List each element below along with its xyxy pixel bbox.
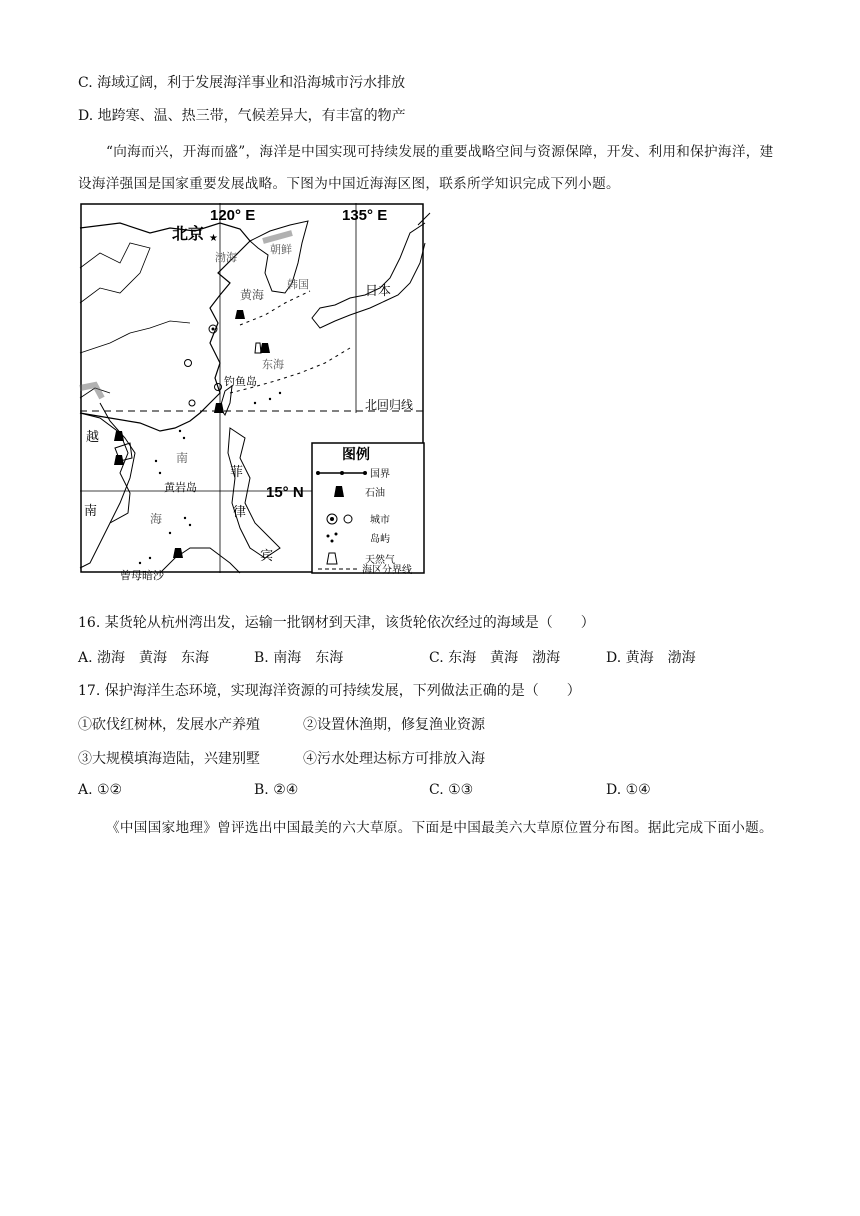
q17-statements-row1 xyxy=(78,714,778,734)
legend-island-label: 岛屿 xyxy=(370,534,390,545)
yue-label: 越 xyxy=(86,429,100,444)
lat-15-label: 15° N xyxy=(266,484,304,501)
legend-title: 图例 xyxy=(342,446,370,462)
q16-stem: 16. 某货轮从杭州湾出发，运输一批钢材到天津，该货轮依次经过的海域是（ ） xyxy=(78,615,595,631)
q17-statement-2: ②设置休渔期，修复渔业资源 xyxy=(303,717,485,733)
q16-options xyxy=(78,647,778,667)
q16-option-d[interactable]: D. 黄海 渤海 xyxy=(606,650,696,666)
option-c-prev: C. 海域辽阔，利于发展海洋事业和沿海城市污水排放 xyxy=(78,75,406,91)
nanhai-label-2: 海 xyxy=(150,512,163,526)
q17-statement-4: ④污水处理达标方可排放入海 xyxy=(303,751,485,767)
bohai-label: 渤海 xyxy=(215,252,237,264)
q16-option-c[interactable]: C. 东海 黄海 渤海 xyxy=(429,650,561,666)
huangyandao-label: 黄岩岛 xyxy=(164,482,197,494)
intro-paragraph: “向海而兴，开海而盛”，海洋是中国实现可持续发展的重要战略空间与资源保障，开发、利用和保护海洋，建设海洋强国是国家重要发展战略。下图为中国近海海区图，联系所学知识完成下列小题。 xyxy=(78,144,774,192)
q16-option-a[interactable]: A. 渤海 黄海 东海 xyxy=(78,650,210,666)
q17-statements-row2 xyxy=(78,748,778,768)
q17-options xyxy=(78,782,778,802)
bin-label: 宾 xyxy=(260,548,274,563)
legend-oil-label: 石油 xyxy=(365,488,385,499)
q17-option-d[interactable]: D. ①④ xyxy=(606,782,651,798)
q17-stem: 17. 保护海洋生态环境，实现海洋资源的可持续发展，下列做法正确的是（ ） xyxy=(78,683,581,699)
q17-option-a[interactable]: A. ①② xyxy=(78,782,123,798)
option-d-prev: D. 地跨寒、温、热三带，气候差异大，有丰富的物产 xyxy=(78,108,406,124)
q17-statement-3: ③大规模填海造陆，兴建别墅 xyxy=(78,751,260,767)
diaoyudao-label: 钓鱼岛 xyxy=(224,376,257,388)
q17-option-b[interactable]: B. ②④ xyxy=(254,782,299,798)
legend-gas-label: 天然气 xyxy=(365,555,395,566)
china-seas-map xyxy=(80,203,424,582)
lon-135-label: 135° E xyxy=(342,207,388,224)
donghai-label: 东海 xyxy=(262,359,284,371)
lv-label: 律 xyxy=(233,504,247,519)
nan-country-label: 南 xyxy=(84,503,98,518)
q17-statement-1: ①砍伐红树林，发展水产养殖 xyxy=(78,717,260,733)
q16-option-b[interactable]: B. 南海 东海 xyxy=(254,650,344,666)
legend-border-label: 国界 xyxy=(370,469,390,480)
nanhai-label-1: 南 xyxy=(176,451,189,465)
tropic-label: 北回归线 xyxy=(365,398,414,412)
beijing-star-icon: ★ xyxy=(209,233,218,244)
lon-120-label: 120° E xyxy=(210,207,256,224)
hanguo-label: 韩国 xyxy=(287,279,309,291)
beijing-label: 北京 xyxy=(172,226,205,243)
intro2-paragraph: 《中国国家地理》曾评选出中国最美的六大草原。下面是中国最美六大草原位置分布图。据此完成下面小题。 xyxy=(106,820,773,836)
q17-option-c[interactable]: C. ①③ xyxy=(429,782,474,798)
chaoxian-label: 朝鲜 xyxy=(270,244,292,256)
legend-sea-border-label: 海区分界线 xyxy=(362,565,412,576)
riben-label: 日本 xyxy=(365,283,392,298)
fei-label: 菲 xyxy=(230,464,244,479)
legend-city-label: 城市 xyxy=(370,515,390,526)
huanghai-label: 黄海 xyxy=(240,288,265,302)
zengmu-label: 曾母暗沙 xyxy=(120,570,164,582)
